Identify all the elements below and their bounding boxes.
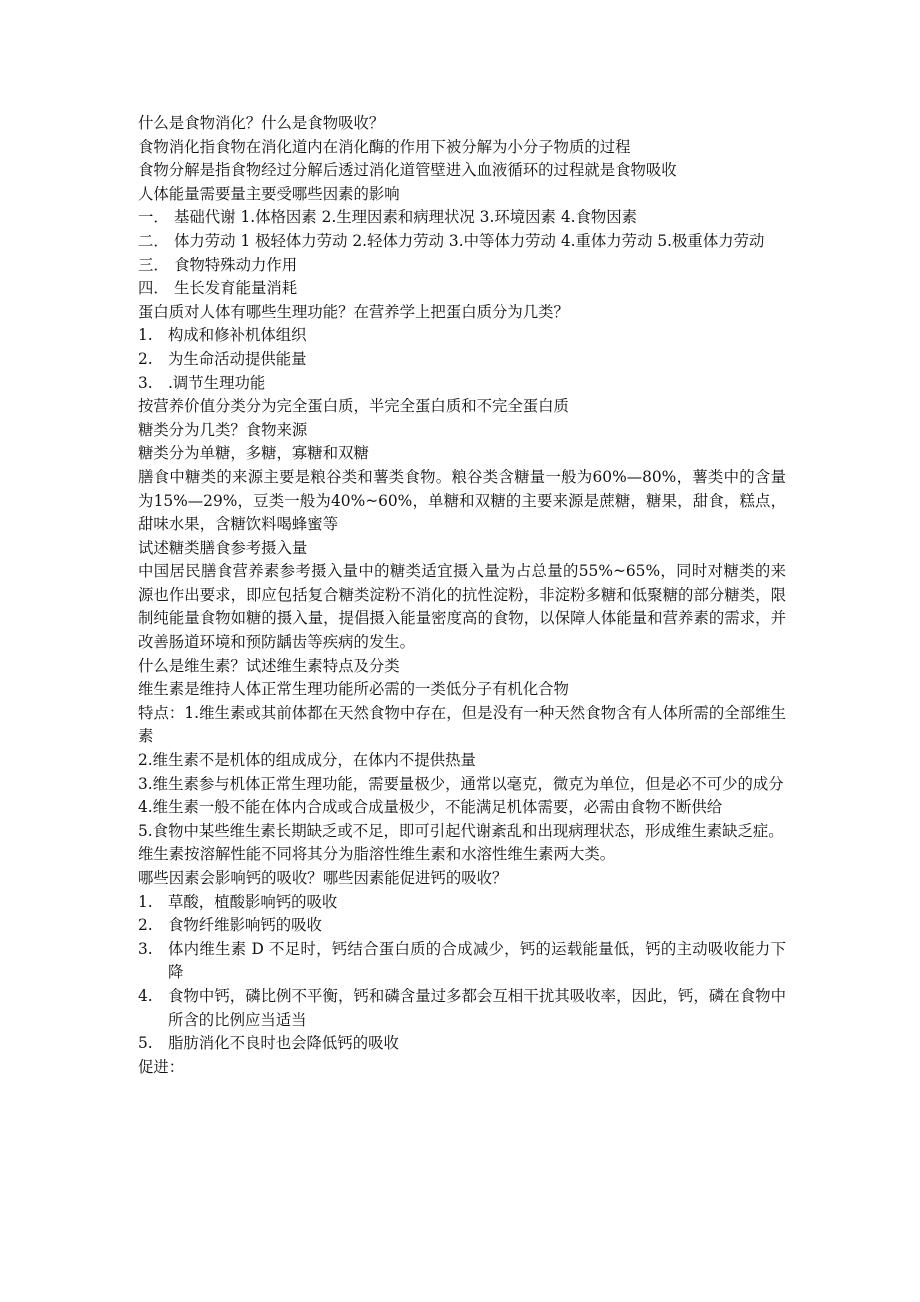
list-marker: 5. [138, 1034, 153, 1053]
question-vitamin: 什么是维生素？试述维生素特点及分类 [138, 656, 400, 675]
question-calcium: 哪些因素会影响钙的吸收？哪些因素能促进钙的吸收？ [138, 869, 508, 887]
list-marker: 4. [138, 986, 153, 1005]
list-text: 体内维生素 D 不足时，钙结合蛋白质的合成减少，钙的运载能量低，钙的主动吸收能力下降 [168, 939, 786, 982]
answer-protein: 按营养价值分类分为完全蛋白质，半完全蛋白质和不完全蛋白质 [138, 397, 569, 416]
list-marker: 2. [138, 349, 153, 368]
answer-digestion: 食物消化指食物在消化道内在消化酶的作用下被分解为小分子物质的过程 [138, 137, 631, 156]
list-marker: 三． [138, 255, 169, 274]
list-marker: 1. [138, 892, 153, 911]
list-marker: 四． [138, 279, 169, 298]
list-text: 体力劳动 1 极轻体力劳动 2.轻体力劳动 3.中等体力劳动 4.重体力劳动 5.极重体力劳动 [174, 231, 765, 250]
question-digestion: 什么是食物消化？什么是食物吸收？ [138, 114, 385, 132]
vitamin-feature: 3.维生素参与机体正常生理功能，需要量极少，通常以毫克，微克为单位，但是必不可少的成分 [138, 774, 784, 793]
energy-item [138, 230, 786, 254]
document-page [138, 112, 786, 1079]
list-text: 脂肪消化不良时也会降低钙的吸收 [168, 1034, 399, 1053]
list-marker: 3. [138, 373, 153, 392]
list-text: 食物中钙，磷比例不平衡，钙和磷含量过多都会互相干扰其吸收率，因此，钙，磷在食物中所含的比例应当适当 [168, 986, 786, 1029]
vitamin-feature: 2.维生素不是机体的组成成分，在体内不提供热量 [138, 751, 476, 770]
protein-item [138, 348, 786, 372]
protein-item [138, 372, 786, 396]
calcium-item [138, 938, 786, 985]
question-sugar-intake: 试述糖类膳食参考摄入量 [138, 538, 308, 557]
list-text: 食物纤维影响钙的吸收 [168, 916, 322, 935]
answer-absorption: 食物分解是指食物经过分解后透过消化道管壁进入血液循环的过程就是食物吸收 [138, 161, 677, 180]
list-text: 为生命活动提供能量 [168, 349, 307, 368]
energy-item [138, 277, 786, 301]
vitamin-feature: 5.食物中某些维生素长期缺乏或不足，即可引起代谢紊乱和出现病理状态，形成维生素缺乏症。 [138, 821, 784, 840]
list-marker: 1. [138, 326, 153, 345]
list-text: .调节生理功能 [168, 373, 266, 392]
list-text: 生长发育能量消耗 [174, 279, 298, 298]
list-marker: 2. [138, 916, 153, 935]
answer-sugar-intake: 中国居民膳食营养素参考摄入量中的糖类适宜摄入量为占总量的55%~65%，同时对糖类的来源也作出要求，即应包括复合糖类淀粉不消化的抗性淀粉，非淀粉多糖和低聚糖的部分糖类，限制纯能量食物如糖的摄入量，提倡摄入能量密度高的食物，以保障人体能量和营养素的需求，并改善肠道环境和预防龋齿等疾病的发生。 [138, 562, 786, 652]
list-text: 构成和修补机体组织 [168, 326, 307, 345]
question-energy: 人体能量需要量主要受哪些因素的影响 [138, 184, 400, 203]
vitamin-feature: 特点：1.维生素或其前体都在天然食物中存在，但是没有一种天然食物含有人体所需的全部维生素 [138, 703, 786, 746]
promote-label: 促进： [138, 1057, 185, 1076]
answer-sugar-types: 糖类分为单糖，多糖，寡糖和双糖 [138, 444, 369, 463]
list-text: 食物特殊动力作用 [174, 255, 298, 274]
calcium-item [138, 1032, 786, 1056]
list-text: 基础代谢 1.体格因素 2.生理因素和病理状况 3.环境因素 4.食物因素 [174, 208, 638, 227]
energy-item [138, 206, 786, 230]
list-marker: 一． [138, 208, 169, 227]
question-sugar: 糖类分为几类？食物来源 [138, 420, 308, 439]
answer-sugar-sources: 膳食中糖类的来源主要是粮谷类和薯类食物。粮谷类含糖量一般为60%—80%，薯类中的含量为15%—29%，豆类一般为40%~60%，单糖和双糖的主要来源是蔗糖，糖果，甜食，糕点，甜味水果，含糖饮料喝蜂蜜等 [138, 467, 786, 534]
protein-item [138, 324, 786, 348]
list-marker: 二． [138, 231, 169, 250]
vitamin-feature: 4.维生素一般不能在体内合成或合成量极少，不能满足机体需要，必需由食物不断供给 [138, 798, 723, 817]
energy-item [138, 254, 786, 278]
calcium-item [138, 914, 786, 938]
list-text: 草酸，植酸影响钙的吸收 [168, 892, 338, 911]
answer-vitamin-classification: 维生素按溶解性能不同将其分为脂溶性维生素和水溶性维生素两大类。 [138, 845, 616, 864]
calcium-item [138, 891, 786, 915]
calcium-item [138, 985, 786, 1032]
question-protein: 蛋白质对人体有哪些生理功能？在营养学上把蛋白质分为几类？ [138, 302, 569, 321]
answer-vitamin-definition: 维生素是维持人体正常生理功能所必需的一类低分子有机化合物 [138, 680, 569, 699]
list-marker: 3. [138, 939, 153, 958]
